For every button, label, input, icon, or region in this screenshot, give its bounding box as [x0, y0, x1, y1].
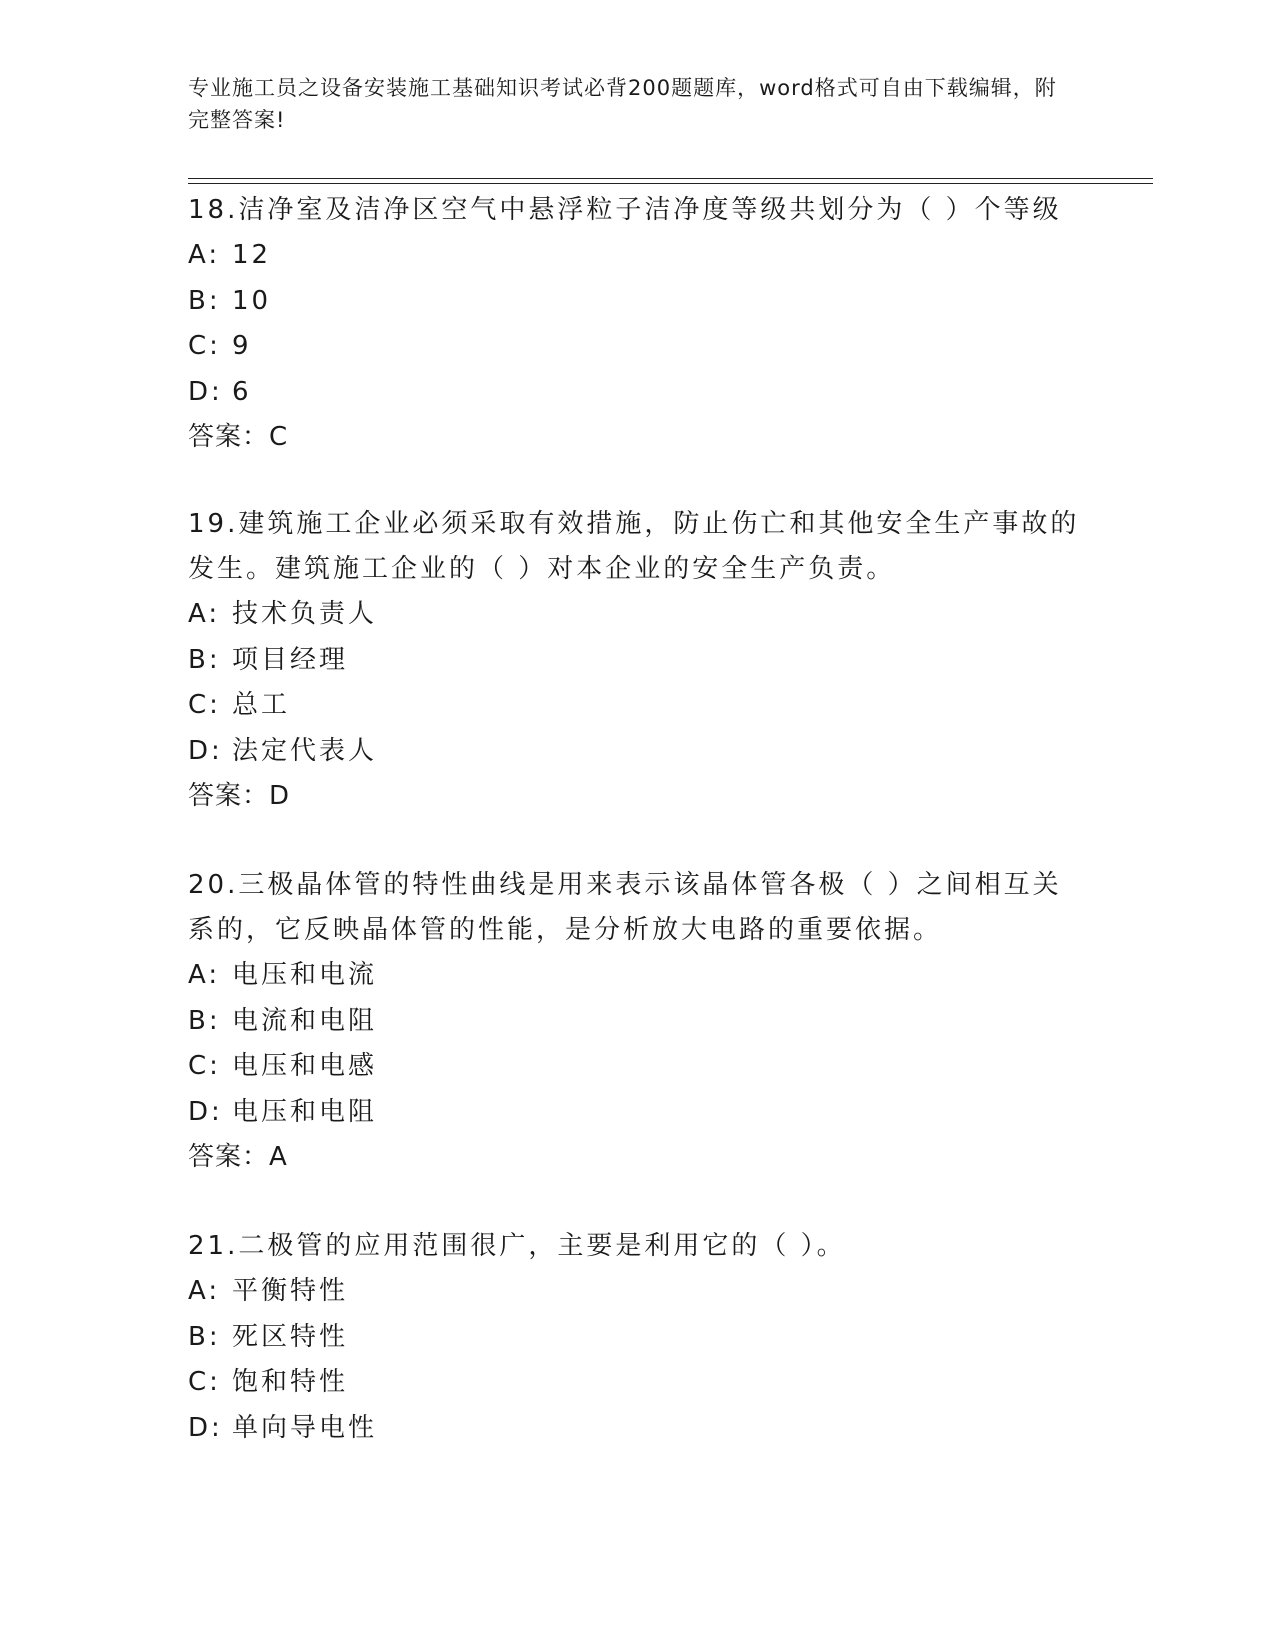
option-letter: C:: [188, 690, 221, 720]
question-19: [188, 502, 1088, 820]
option-letter: D:: [188, 1412, 223, 1443]
option-text: 电压和电感: [232, 1051, 378, 1081]
option-letter: D:: [188, 1096, 223, 1127]
option-a: [188, 953, 1088, 999]
option-d: [188, 1406, 1088, 1452]
question-21: [188, 1224, 1088, 1451]
option-letter: D:: [188, 376, 223, 407]
option-text: 9: [232, 331, 252, 361]
option-letter: B:: [188, 1321, 221, 1352]
question-stem: 20.三极晶体管的特性曲线是用来表示该晶体管各极（ ）之间相互关系的，它反映晶体管的性能，是分析放大电路的重要依据。: [188, 870, 1062, 945]
option-d: [188, 370, 1088, 416]
option-b: [188, 279, 1088, 325]
option-letter: B:: [188, 1005, 221, 1036]
option-text: 死区特性: [232, 1321, 349, 1352]
option-c: [188, 1044, 1088, 1090]
answer-value: C: [269, 422, 289, 452]
option-text: 饱和特性: [232, 1367, 349, 1397]
option-a: [188, 233, 1088, 279]
option-text: 技术负责人: [232, 599, 378, 629]
option-c: [188, 324, 1088, 370]
document-header: 专业施工员之设备安装施工基础知识考试必背200题题库，word格式可自由下载编辑，附完整答案!: [188, 76, 1057, 132]
option-b: [188, 999, 1088, 1045]
option-letter: B:: [188, 285, 221, 316]
question-stem: 18.洁净室及洁净区空气中悬浮粒子洁净度等级共划分为（ ）个等级: [188, 195, 1062, 225]
answer-label: 答案：: [188, 781, 270, 811]
option-text: 6: [232, 376, 252, 407]
option-text: 电压和电流: [232, 960, 378, 990]
option-letter: A:: [188, 1276, 221, 1306]
answer-value: A: [269, 1142, 288, 1172]
option-letter: D:: [188, 735, 223, 766]
answer-line: [188, 774, 1088, 820]
option-text: 总工: [232, 690, 291, 720]
option-text: 项目经理: [232, 644, 349, 675]
option-list: [188, 233, 1088, 415]
option-letter: B:: [188, 644, 221, 675]
option-list: [188, 592, 1088, 774]
option-text: 单向导电性: [232, 1412, 378, 1443]
question-stem: 19.建筑施工企业必须采取有效措施，防止伤亡和其他安全生产事故的发生。建筑施工企业的（ ）对本企业的安全生产负责。: [188, 509, 1080, 584]
option-letter: A:: [188, 599, 221, 629]
answer-value: D: [269, 781, 291, 811]
option-a: [188, 592, 1088, 638]
option-list: [188, 1269, 1088, 1451]
header-divider-top: [188, 178, 1153, 179]
question-18: [188, 188, 1088, 461]
option-d: [188, 1090, 1088, 1136]
option-b: [188, 1315, 1088, 1361]
option-d: [188, 729, 1088, 775]
option-text: 平衡特性: [232, 1276, 349, 1306]
answer-label: 答案：: [188, 1142, 270, 1172]
option-letter: A:: [188, 240, 221, 270]
option-b: [188, 638, 1088, 684]
answer-line: [188, 1135, 1088, 1181]
option-text: 10: [232, 285, 272, 316]
option-list: [188, 953, 1088, 1135]
header-divider-bottom: [188, 183, 1153, 184]
option-a: [188, 1269, 1088, 1315]
question-20: [188, 863, 1088, 1181]
option-letter: C:: [188, 1051, 221, 1081]
option-c: [188, 1360, 1088, 1406]
option-letter: C:: [188, 1367, 221, 1397]
option-text: 法定代表人: [232, 735, 378, 766]
option-text: 电流和电阻: [232, 1005, 378, 1036]
answer-line: [188, 415, 1088, 461]
option-letter: C:: [188, 331, 221, 361]
option-letter: A:: [188, 960, 221, 990]
question-stem: 21.二极管的应用范围很广，主要是利用它的（ ）。: [188, 1231, 846, 1261]
answer-label: 答案：: [188, 422, 270, 452]
option-text: 12: [232, 240, 272, 270]
option-text: 电压和电阻: [232, 1096, 378, 1127]
option-c: [188, 683, 1088, 729]
